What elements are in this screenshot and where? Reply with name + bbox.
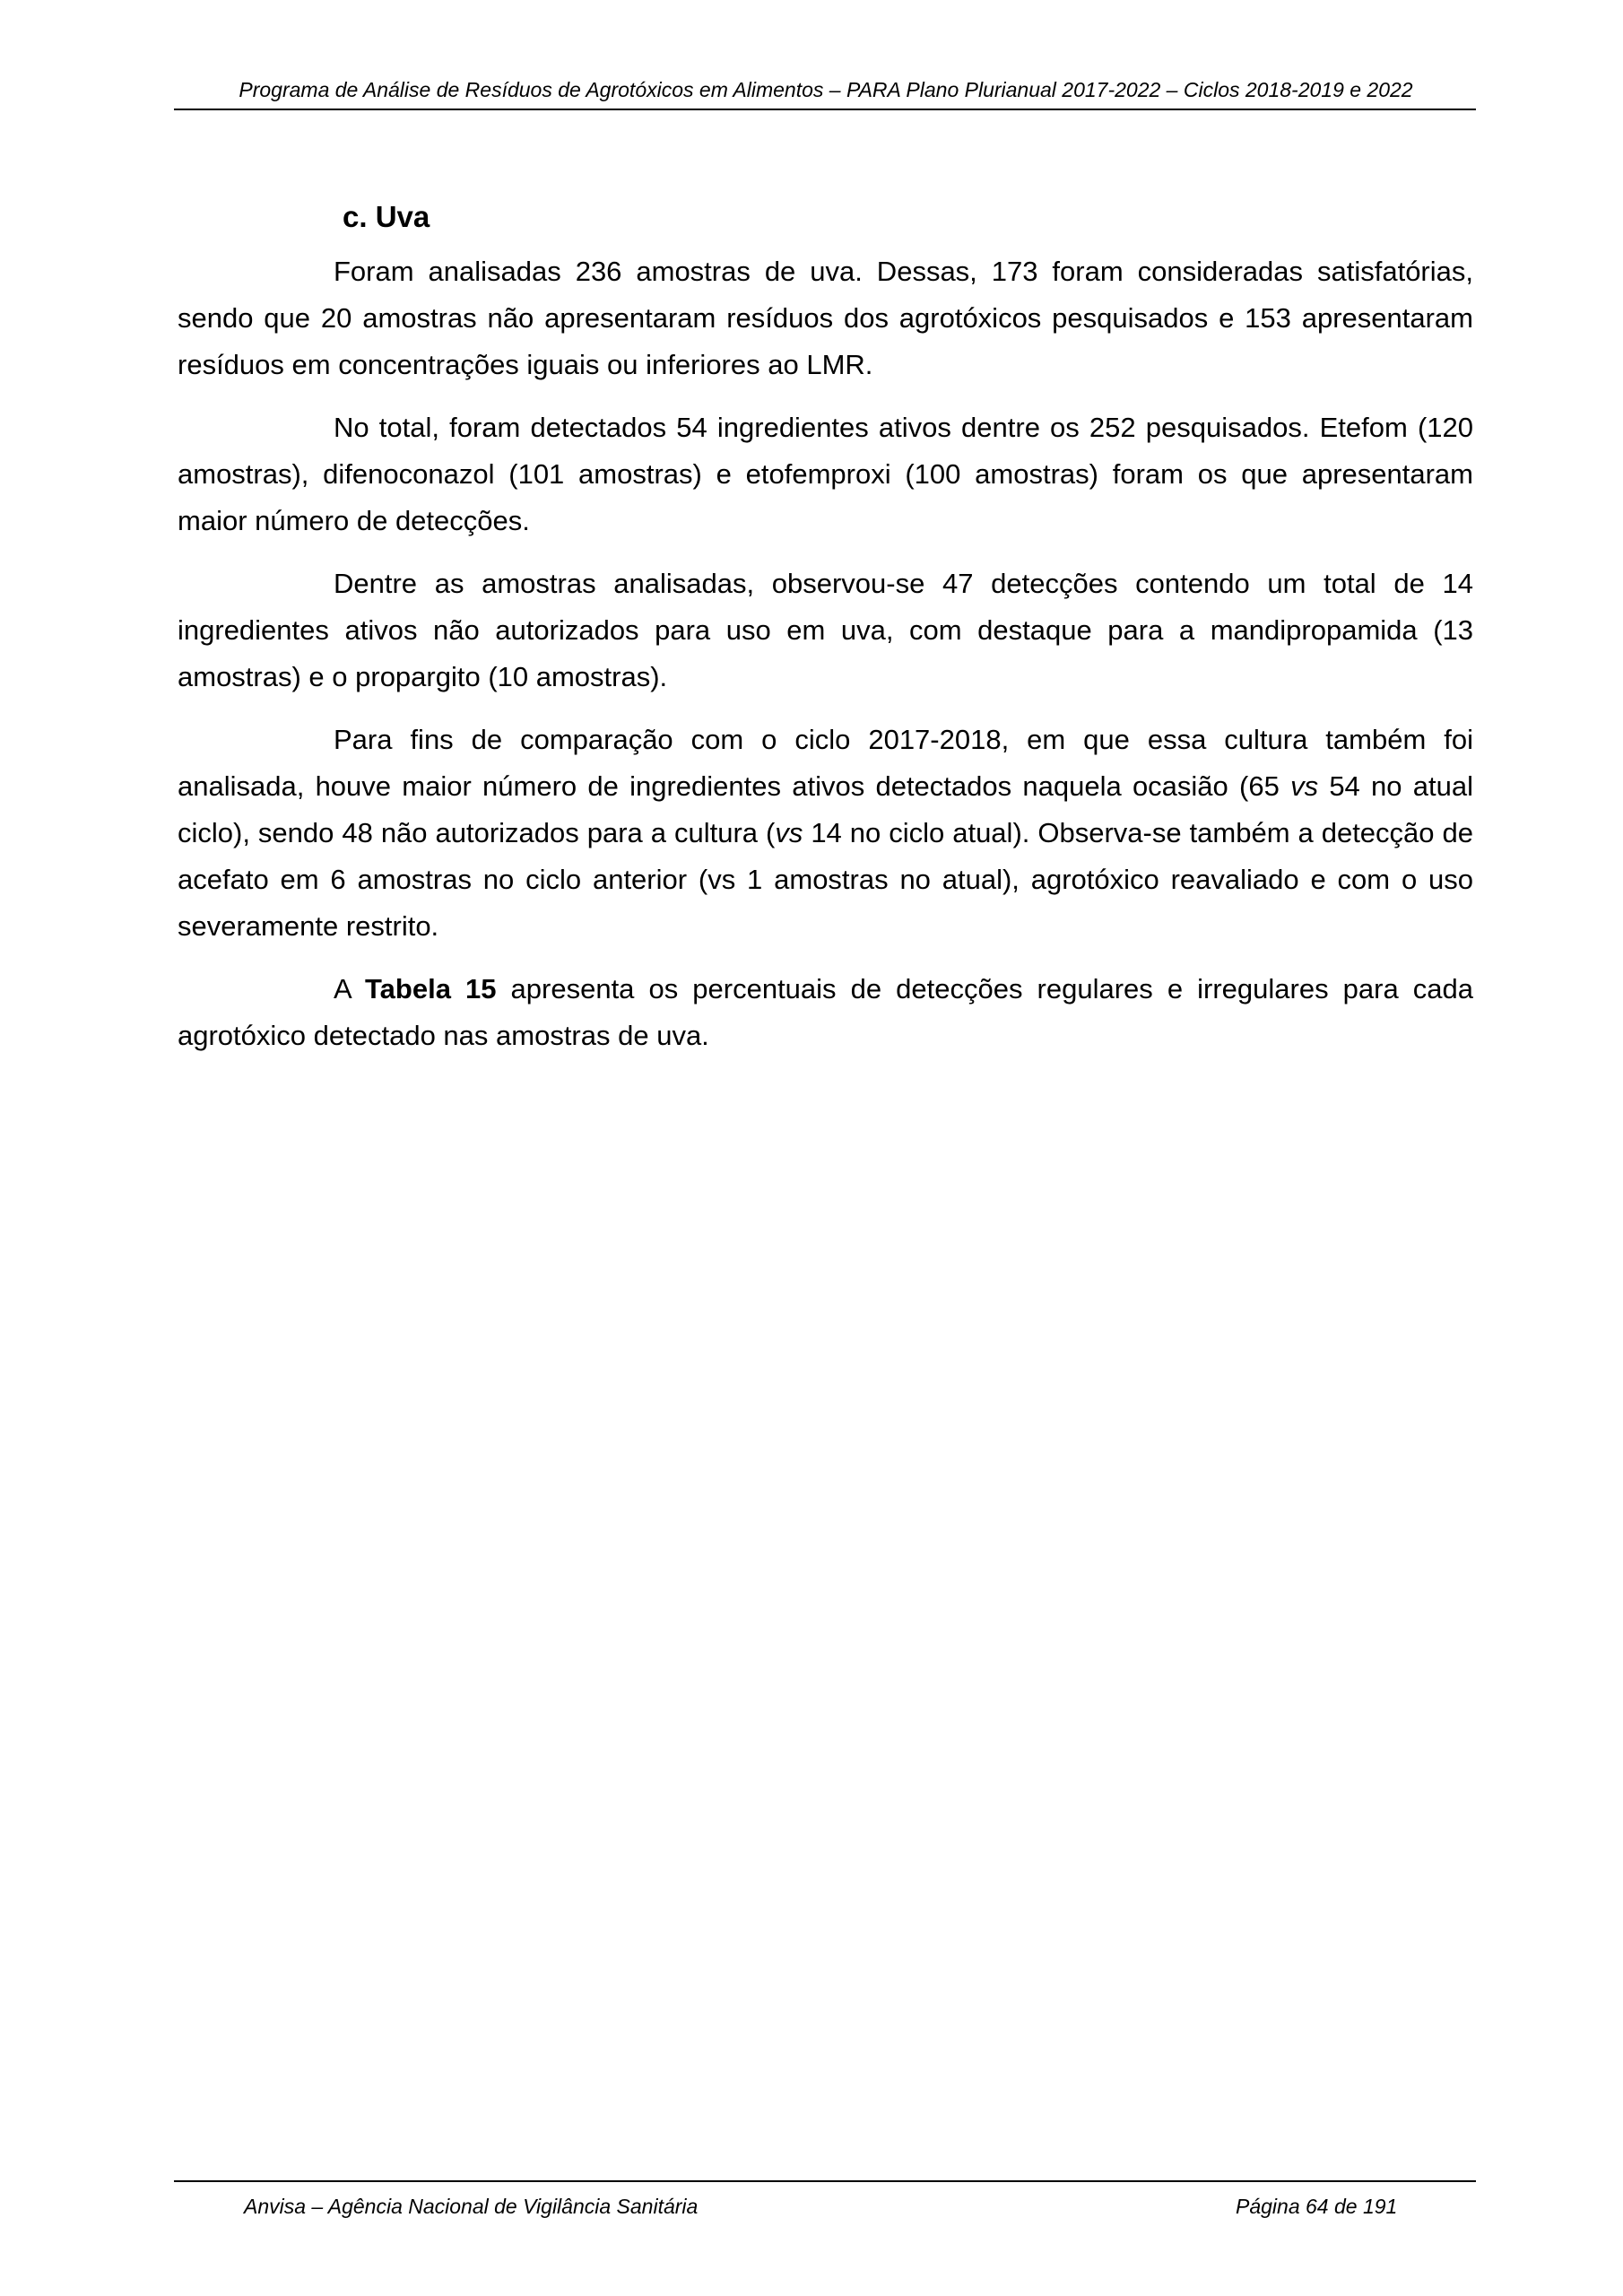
italic-vs: vs (775, 817, 803, 848)
text-span: Para fins de comparação com o ciclo 2017-2018, em que essa cultura também foi analisada, houve maior número de ingredientes ativos detectados naquela ocasião (65 (178, 724, 1473, 802)
paragraph-unauthorized-detections: Dentre as amostras analisadas, observou-se 47 detecções contendo um total de 14 ingredientes ativos não autorizados para uso em uva, com destaque para a mandipropamida (13 amostras) e o propargito (10 amostras). (178, 568, 1473, 692)
italic-vs: vs (1290, 770, 1319, 802)
paragraph-active-ingredients: No total, foram detectados 54 ingredientes ativos dentre os 252 pesquisados. Etefom (120 amostras), difenoconazol (101 amostras) e etofemproxi (100 amostras) foram os que apresentaram maior número de detecções. (178, 412, 1473, 536)
paragraph-samples-summary: Foram analisadas 236 amostras de uva. Dessas, 173 foram consideradas satisfatórias, sendo que 20 amostras não apresentaram resíduos dos agrotóxicos pesquisados e 153 apresentaram resíduos em concentrações iguais ou inferiores ao LMR. (178, 256, 1473, 380)
section-heading: c. Uva (343, 200, 430, 233)
footer-agency: Anvisa – Agência Nacional de Vigilância Sanitária (244, 2195, 699, 2218)
header-divider (174, 109, 1476, 110)
paragraph-table-reference (178, 966, 1473, 1059)
body-text (178, 248, 1473, 1075)
text-span: 14 no ciclo atual). Observa-se também a detecção de acefato em 6 amostras no ciclo anterior (vs 1 amostras no atual), agrotóxico reavaliado e com o uso severamente restrito. (178, 817, 1473, 942)
table-reference-label: Tabela 15 (365, 973, 497, 1004)
page-header: Programa de Análise de Resíduos de Agrotóxicos em Alimentos – PARA Plano Plurianual 2017-2022 – Ciclos 2018-2019 e 2022 (239, 78, 1413, 101)
text-span: 54 no atual ciclo), sendo 48 não autorizados para a cultura ( (178, 770, 1473, 848)
page-number: Página 64 de 191 (1236, 2195, 1398, 2218)
text-span: apresenta os percentuais de detecções regulares e irregulares para cada agrotóxico detectado nas amostras de uva. (178, 973, 1473, 1051)
footer-divider (174, 2180, 1476, 2182)
text-span: A (334, 973, 366, 1004)
paragraph-cycle-comparison (178, 717, 1473, 950)
